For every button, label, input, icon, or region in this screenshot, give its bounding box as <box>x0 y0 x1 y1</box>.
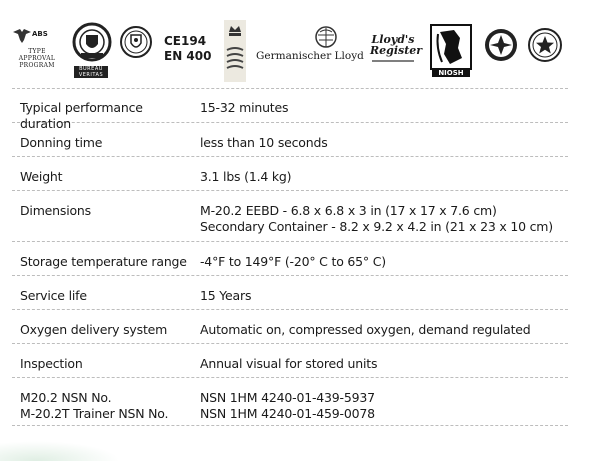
spec-value-line: Annual visual for stored units <box>200 356 378 371</box>
abs-line2: APPROVAL <box>18 55 56 62</box>
spec-value-line: less than 10 seconds <box>200 135 328 150</box>
spec-value-line: -4°F to 149°F (-20° C to 65° C) <box>200 254 386 269</box>
spec-value <box>200 288 570 304</box>
spec-row-dimensions <box>12 191 568 242</box>
gl-name: Germanischer Lloyd <box>256 50 364 62</box>
bureau-veritas-logo <box>72 22 112 80</box>
spec-value <box>200 100 570 116</box>
spec-label-line: M20.2 NSN No. <box>20 390 112 405</box>
bv-line1: BUREAU <box>79 66 103 72</box>
spec-row-weight <box>12 157 568 191</box>
spec-value <box>200 322 570 338</box>
spec-value <box>200 169 570 185</box>
spec-label: Inspection <box>20 356 83 371</box>
lr-line2: Register <box>370 44 423 57</box>
spec-label: Storage temperature range <box>20 254 187 269</box>
spec-label: Oxygen delivery system <box>20 322 168 337</box>
spec-row-performance-duration <box>12 89 568 131</box>
eagle-emblem-icon <box>12 26 32 44</box>
niosh-emblem-icon <box>430 24 472 70</box>
spec-value <box>200 203 570 235</box>
bureau-veritas-seal-icon <box>72 22 112 66</box>
spec-row-donning-time <box>12 123 568 157</box>
spec-value-line: NSN 1HM 4240-01-459-0078 <box>200 406 375 421</box>
corner-glow <box>0 441 120 461</box>
crown-anchor-logo <box>224 20 246 82</box>
spec-row-nsn-numbers <box>12 378 568 426</box>
certification-logos <box>0 0 590 86</box>
spec-value-line: Secondary Container - 8.2 x 9.2 x 4.2 in (21 x 23 x 10 cm) <box>200 219 553 234</box>
spec-label: Donning time <box>20 135 103 150</box>
lr-underline-icon <box>370 58 416 64</box>
ce-en400-logo <box>164 34 224 68</box>
ce-line2: EN 400 <box>164 49 212 63</box>
spec-label: Service life <box>20 288 87 303</box>
spec-label: Dimensions <box>20 203 91 218</box>
spec-label: Typical performance duration <box>20 100 143 131</box>
spec-label: Weight <box>20 169 63 184</box>
ce-line1: CE194 <box>164 34 207 48</box>
abs-line1: TYPE <box>28 48 46 55</box>
abs-mark: ABS <box>32 30 48 38</box>
lr-line1: Lloyd's <box>371 33 415 46</box>
niosh-logo <box>430 24 472 78</box>
abs-type-approval-logo <box>12 22 58 78</box>
spec-row-oxygen-delivery <box>12 310 568 344</box>
spec-value-line: NSN 1HM 4240-01-439-5937 <box>200 390 375 405</box>
spec-label-line: M-20.2T Trainer NSN No. <box>20 406 169 421</box>
spec-value-line: 3.1 lbs (1.4 kg) <box>200 169 292 184</box>
spec-value <box>200 390 570 422</box>
spec-value <box>200 356 570 372</box>
spec-value-line: Automatic on, compressed oxygen, demand regulated <box>200 322 531 337</box>
spec-value-line: 15 Years <box>200 288 252 303</box>
niosh-name: NIOSH <box>432 69 470 77</box>
round-seal-icon <box>120 26 152 58</box>
spec-value-line: M-20.2 EEBD - 6.8 x 6.8 x 3 in (17 x 17 x 7.6 cm) <box>200 203 497 218</box>
abs-line3: PROGRAM <box>19 62 55 69</box>
spec-value <box>200 254 570 270</box>
round-emblem-icon <box>484 28 518 62</box>
spec-row-inspection <box>12 344 568 378</box>
spec-label <box>20 390 196 422</box>
spec-table <box>12 88 568 426</box>
bv-line2: VERITAS <box>78 72 104 78</box>
crown-waves-icon <box>224 20 246 82</box>
lloyds-register-logo <box>370 33 423 64</box>
spec-value <box>200 135 570 151</box>
star-seal-icon <box>528 28 562 62</box>
spec-row-service-life <box>12 276 568 310</box>
spec-row-storage-temperature <box>12 242 568 276</box>
spec-value-line: 15-32 minutes <box>200 100 289 115</box>
gl-globe-icon <box>256 26 360 50</box>
germanischer-lloyd-logo <box>256 26 364 66</box>
